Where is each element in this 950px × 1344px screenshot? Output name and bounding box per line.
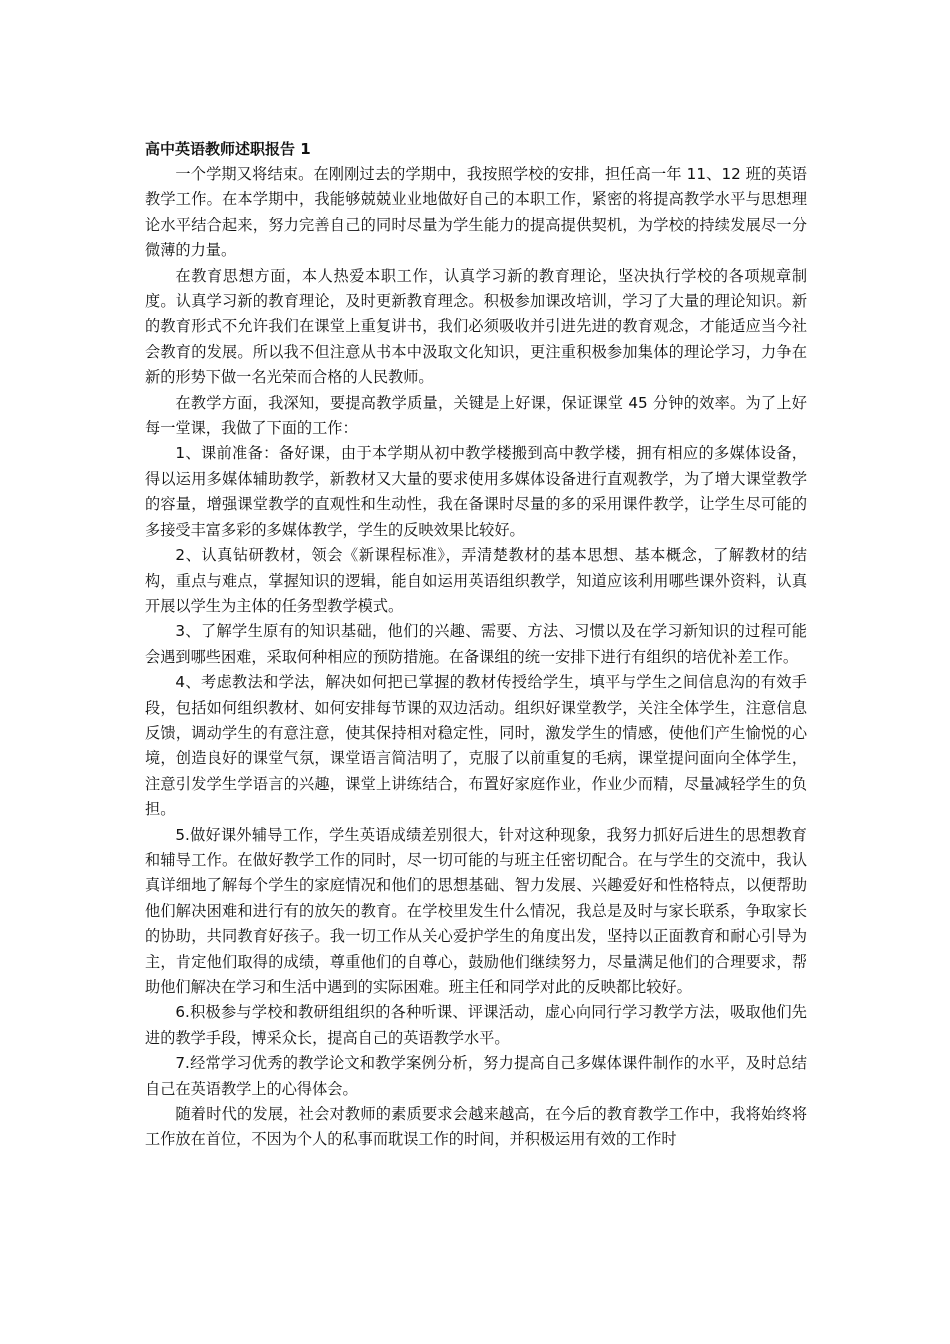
paragraph-item-2: 2、认真钻研教材，领会《新课程标准》，弄清楚教材的基本思想、基本概念，了解教材的结构，重点与难点，掌握知识的逻辑，能自如运用英语组织教学，知道应该利用哪些课外资料，认真开展以学生为主体的任务型教学模式。 <box>145 546 807 615</box>
document-page <box>145 136 807 1153</box>
paragraph-item-6: 6.积极参与学校和教研组组织的各种听课、评课活动，虚心向同行学习教学方法，吸取他们先进的教学手段，博采众长，提高自己的英语教学水平。 <box>145 1003 807 1047</box>
paragraph-intro: 一个学期又将结束。在刚刚过去的学期中，我按照学校的安排，担任高一年 11、12 班的英语教学工作。在本学期中，我能够兢兢业业地做好自己的本职工作，紧密的将提高教学水平与思想理论水平结合起来，努力完善自己的同时尽量为学生能力的提高提供契机，为学校的持续发展尽一分微薄的力量。 <box>145 165 807 260</box>
paragraph-education-thought: 在教育思想方面，本人热爱本职工作，认真学习新的教育理论，坚决执行学校的各项规章制度。认真学习新的教育理论，及时更新教育理念。积极参加课改培训，学习了大量的理论知识。新的教育形式不允许我们在课堂上重复讲书，我们必须吸收并引进先进的教育观念，才能适应当今社会教育的发展。所以我不但注意从书本中汲取文化知识，更注重积极参加集体的理论学习，力争在新的形势下做一名光荣而合格的人民教师。 <box>145 266 807 387</box>
paragraph-item-3: 3、了解学生原有的知识基础，他们的兴趣、需要、方法、习惯以及在学习新知识的过程可能会遇到哪些困难，采取何种相应的预防措施。在备课组的统一安排下进行有组织的培优补差工作。 <box>145 622 807 666</box>
paragraph-conclusion: 随着时代的发展，社会对教师的素质要求会越来越高，在今后的教育教学工作中，我将始终将工作放在首位，不因为个人的私事而耽误工作的时间，并积极运用有效的工作时 <box>145 1105 807 1149</box>
document-title: 高中英语教师述职报告 1 <box>145 140 311 158</box>
paragraph-item-7: 7.经常学习优秀的教学论文和教学案例分析，努力提高自己多媒体课件制作的水平，及时总结自己在英语教学上的心得体会。 <box>145 1054 807 1098</box>
paragraph-item-5: 5.做好课外辅导工作，学生英语成绩差别很大，针对这种现象，我努力抓好后进生的思想教育和辅导工作。在做好教学工作的同时，尽一切可能的与班主任密切配合。在与学生的交流中，我认真详细地了解每个学生的家庭情况和他们的思想基础、智力发展、兴趣爱好和性格特点，以便帮助他们解决困难和进行有的放矢的教育。在学校里发生什么情况，我总是及时与家长联系，争取家长的协助，共同教育好孩子。我一切工作从关心爱护学生的角度出发，坚持以正面教育和耐心引导为主，肯定他们取得的成绩，尊重他们的自尊心，鼓励他们继续努力，尽量满足他们的合理要求，帮助他们解决在学习和生活中遇到的实际困难。班主任和同学对此的反映都比较好。 <box>145 825 807 996</box>
paragraph-item-1: 1、课前准备：备好课，由于本学期从初中教学楼搬到高中教学楼，拥有相应的多媒体设备，得以运用多媒体辅助教学，新教材又大量的要求使用多媒体设备进行直观教学，为了增大课堂教学的容量，增强课堂教学的直观性和生动性，我在备课时尽量的多的采用课件教学，让学生尽可能的多接受丰富多彩的多媒体教学，学生的反映效果比较好。 <box>145 444 807 539</box>
paragraph-teaching: 在教学方面，我深知，要提高教学质量，关键是上好课，保证课堂 45 分钟的效率。为了上好每一堂课，我做了下面的工作： <box>145 393 807 438</box>
paragraph-item-4: 4、考虑教法和学法，解决如何把已掌握的教材传授给学生，填平与学生之间信息沟的有效手段，包括如何组织教材、如何安排每节课的双边活动。组织好课堂教学，关注全体学生，注意信息反馈，调动学生的有意注意，使其保持相对稳定性，同时，激发学生的情感，使他们产生愉悦的心境，创造良好的课堂气氛，课堂语言简洁明了，克服了以前重复的毛病，课堂提问面向全体学生，注意引发学生学语言的兴趣，课堂上讲练结合，布置好家庭作业，作业少而精，尽量减轻学生的负担。 <box>145 673 807 819</box>
